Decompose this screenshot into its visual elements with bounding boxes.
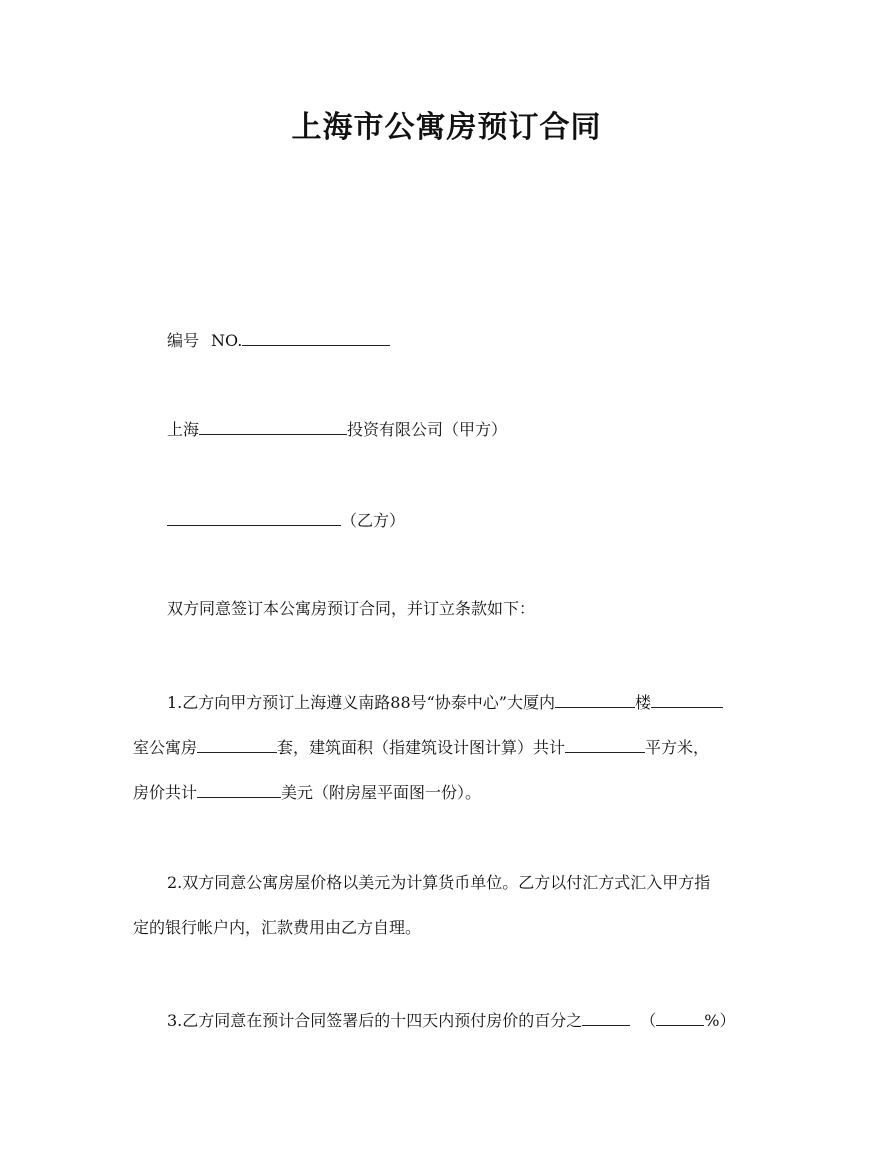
- clause3-text-b: （: [640, 1011, 657, 1030]
- party-b-line: [167, 508, 405, 532]
- clause2-line1: 2.双方同意公寓房屋价格以美元为计算货币单位。乙方以付汇方式汇入甲方指: [167, 873, 711, 892]
- clause1-line2: [133, 735, 709, 759]
- clause1-text-f: 房价共计: [133, 783, 198, 802]
- clause1-text-a: 1.乙方向甲方预订上海遵义南路88号“协泰中心”大厦内: [167, 693, 555, 712]
- party-a-blank: [199, 417, 347, 435]
- clause1-area-blank: [565, 735, 645, 753]
- clause1-text-d: 套，建筑面积（指建筑设计图计算）共计: [277, 738, 566, 757]
- clause1-line1: [167, 690, 723, 714]
- clause1-building-blank: [555, 690, 635, 708]
- clause3-text-a: 3.乙方同意在预计合同签署后的十四天内预付房价的百分之: [167, 1011, 583, 1030]
- clause1-count-blank: [197, 735, 277, 753]
- number-prefix: NO.: [211, 331, 243, 350]
- clause1-line3: [133, 780, 481, 804]
- number-blank: [242, 328, 390, 346]
- number-label: 编号: [167, 331, 200, 350]
- document-title: 上海市公寓房预订合同: [291, 110, 602, 145]
- clause2-line2: 定的银行帐户内，汇款费用由乙方自理。: [133, 918, 422, 937]
- clause1-floor-blank: [651, 690, 723, 708]
- clause1-text-e: 平方米，: [645, 738, 710, 757]
- party-a-suffix: 投资有限公司（甲方）: [347, 420, 508, 439]
- clause3-percent-words-blank: [582, 1008, 630, 1026]
- clause3-text-c: %）: [704, 1011, 736, 1030]
- clause1-text-c: 室公寓房: [133, 738, 198, 757]
- contract-number-line: [167, 328, 390, 352]
- party-a-prefix: 上海: [167, 420, 200, 439]
- clause1-price-blank: [197, 780, 281, 798]
- clause1-text-b: 楼: [635, 693, 652, 712]
- party-b-suffix: （乙方）: [341, 511, 406, 530]
- intro-paragraph: 双方同意签订本公寓房预订合同，并订立条款如下：: [167, 599, 536, 618]
- clause3-percent-blank: [656, 1008, 704, 1026]
- clause1-text-g: 美元（附房屋平面图一份）。: [281, 783, 482, 802]
- party-a-line: [167, 417, 507, 441]
- party-b-blank: [167, 508, 341, 526]
- clause3-line1: [167, 1008, 736, 1032]
